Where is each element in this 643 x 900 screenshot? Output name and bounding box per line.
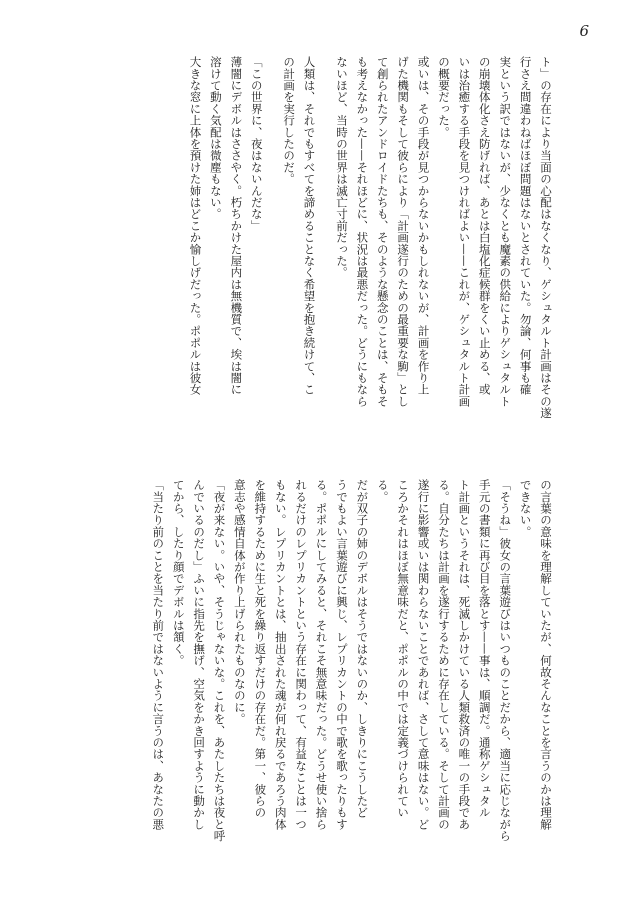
text-line: 「この世界に、夜はないんだな」 (249, 56, 264, 232)
text-line: を維持するために生と死を繰り返すだけの存在だ。第一、彼らの (253, 479, 268, 819)
text-line: て創られたアンドロイドたちも、そのような懸念のことは、そもそ (375, 56, 390, 407)
text-line: る。自分たちは計画を遂行するために存在している。そして計画の (436, 479, 451, 830)
text-line: の言葉の意味を理解していたが、何故そんなことを言うのかは理解 (539, 479, 553, 830)
text-line: 実という訳ではないが、少なくとも魔素の供給によりゲシュタルト (498, 56, 513, 407)
text-line: 人類は、それでもすべてを諦めることなく希望を抱き続けて、こ (302, 56, 317, 396)
paragraph-gap (267, 56, 279, 458)
paragraph-gap (320, 56, 332, 458)
text-line: 大きな窓に上体を預けた姉はどこか愉しげだった。ポポルは彼女 (188, 56, 203, 396)
text-line: できない。 (518, 479, 533, 538)
text-line: 手元の書類に再び目を落とす——事は、順調だ。通称ゲシュタル (477, 479, 492, 819)
text-line: る。 (375, 479, 390, 503)
text-line: 「夜が来ない。いや、そうじゃないな。これを、あたしたちは夜と呼 (212, 479, 227, 842)
text-line: いは治癒する手段を見つければよい——これが、ゲシュタルト計画 (457, 56, 472, 407)
text-line: 意志や感情自体が作り上げられたものなのに。 (232, 479, 247, 725)
text-line: ころかそれはほぼ無意味だと、ポポルの中では定義づけられてい (396, 479, 411, 819)
text-line: ないほど、当時の世界は滅亡寸前だった。 (334, 56, 349, 279)
text-line: もない。レプリカントとは、抽出された魂が何れ戻るであろう肉体 (273, 479, 288, 830)
text-line: んでいるのだし」ふいに指先を撫げ、空気をかき回すように動かし (192, 479, 207, 830)
text-line: 「そうね」彼女の言葉遊びはいつものことだから、適当に応じながら (498, 479, 513, 842)
text-line: ト計画というそれは、死滅しかけている人類救済の唯一の手段であ (457, 479, 472, 830)
text-line: 溶けて動く気配は微塵もない。 (208, 56, 223, 220)
text-line: げた機関もそして彼らにより「計画遂行のための最重要な駒」とし (396, 56, 411, 407)
text-column-bottom (151, 479, 556, 879)
text-line: 或いは、その手段が見つからないかもしれないが、計画を作り上 (416, 56, 431, 396)
text-line: 薄闇にデボルはささやく。朽ちかけた屋内は無機質で、埃は闇に (229, 56, 244, 396)
text-line: る。ポポルにしてみると、それこそ無意味だった。どうせ使い捨ら (314, 479, 329, 830)
text-column-top (171, 56, 556, 458)
text-line: てから、したり顔でデボルは頷く。 (171, 479, 186, 667)
text-line: の計画を実行したのだ。 (282, 56, 297, 185)
text-line: だが双子の姉のデボルはそうではないのか、しきりにこうしたど (355, 479, 370, 819)
text-line: れるだけのレプリカントという存在に関わって、有益なことは一つ (294, 479, 309, 830)
text-line: 「当たり前のことを当たり前ではないように言うのは、あなたの悪 (151, 479, 166, 830)
text-line: も考えなかった——それほどに、状況は最悪だった。どうにもなら (355, 56, 370, 407)
text-line: ト」の存在により当面の心配はなくなり、ゲシュタルト計画はその遂 (539, 56, 553, 419)
text-line: 行さえ間違わねばほぼ問題はないとされていた。勿論、何事も確 (518, 56, 533, 396)
page-number: 6 (579, 22, 589, 40)
text-line: の概要だった。 (436, 56, 451, 138)
text-line: の崩壊体化さえ防げれば、あとは白塩化症候群をくい止める、或 (477, 56, 492, 396)
text-line: 遂行に影響或いは関わらないことであれば、さして意味はない。ど (416, 479, 431, 830)
text-line: うでもよい言葉遊びに興じ、レプリカントの中で歌を歌ったりもす (334, 479, 349, 830)
